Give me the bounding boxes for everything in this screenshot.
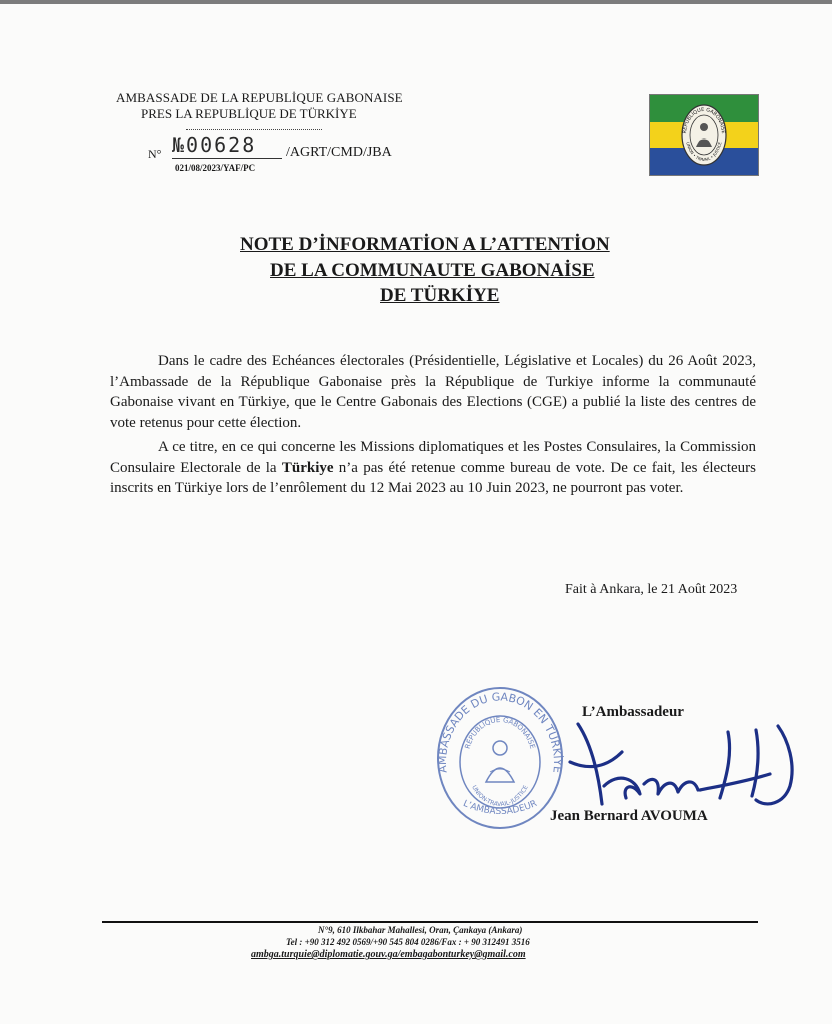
document-number-stamp: №00628 (172, 133, 257, 157)
embassy-name-line1: AMBASSADE DE LA REPUBLİQUE GABONAISE (116, 90, 403, 105)
signatory-name: Jean Bernard AVOUMA (550, 808, 708, 824)
place-and-date: Fait à Ankara, le 21 Août 2023 (565, 582, 738, 597)
embassy-name-line2: PRES LA REPUBLİQUE DE TÜRKİYE (141, 106, 357, 121)
title-line1: NOTE D’İNFORMATİON A L’ATTENTİON (240, 234, 610, 255)
footer-address: N°9, 610 Ilkbahar Mahallesi, Oran, Çankaya (Ankara) (318, 925, 523, 935)
seal-bottom-text: UNION • TRAVAIL • JUSTICE (685, 141, 723, 163)
paragraph-2-text: A ce titre, en ce qui concerne les Missions diplomatiques et les Postes Consulaires, la Commission Consulaire Electorale de la (110, 439, 756, 476)
document-number-suffix: /AGRT/CMD/JBA (286, 145, 392, 160)
number-prefix: N° (148, 147, 162, 161)
stamp-inner-top-text: RÉPUBLIQUE GABONAISE (463, 715, 537, 750)
body-paragraph-2 (110, 437, 756, 499)
footer-emails[interactable]: ambga.turquie@diplomatie.gouv.ga/embagabonturkey@gmail.com (251, 949, 526, 960)
stamp-inner-bottom-text: UNION-TRAVAIL-JUSTICE (470, 784, 530, 809)
number-underline (172, 158, 282, 159)
handwritten-signature-icon (560, 712, 810, 822)
paragraph-2-text-end: n’a pas été retenue comme bureau de vote. De ce fait, les électeurs inscrits en Türkiye lors de l’enrôlement du 12 Mai 2023 au 10 Juin 2023, ne pourront pas voter. (110, 459, 756, 496)
gabon-flag-emblem (649, 94, 759, 176)
svg-text:RÉPUBLIQUE GABONAISE (464, 716, 537, 750)
body-paragraph-1: Dans le cadre des Echéances électorales (Présidentielle, Législative et Locales) du 26 Août 2023, l’Ambassade de la République Gabonaise près la République de Turkiye informe la communauté Gabonaise vivant en Türkiye, que le Centre Gabonais des Elections (CGE) a publié la liste des centres de vote retenus pour cette élection. (110, 353, 756, 431)
seal-top-text: RÉPUBLIQUE GABONAISE (681, 106, 726, 134)
svg-text:AMBASSADE DU GABON EN TÜRKİYE (436, 690, 564, 773)
signatory-title: L’Ambassadeur (582, 704, 684, 720)
title-line3: DE TÜRKİYE (380, 285, 500, 306)
gabon-coat-of-arms-icon (680, 101, 728, 169)
footer-rule (102, 921, 758, 923)
stamp-lower-text: L’AMBASSADEUR (461, 798, 539, 818)
header-dotted-rule (186, 129, 322, 130)
document-reference: 021/08/2023/YAF/PC (175, 163, 256, 173)
paragraph-2-bold-country: Türkiye (281, 459, 334, 476)
stamp-outer-text: AMBASSADE DU GABON EN TÜRKİYE (435, 690, 565, 774)
embassy-stamp-icon (434, 682, 566, 832)
footer-phones: Tel : +90 312 492 0569/+90 545 804 0286/Fax : + 90 312491 3516 (286, 937, 530, 947)
title-line2: DE LA COMMUNAUTE GABONAİSE (270, 260, 595, 281)
